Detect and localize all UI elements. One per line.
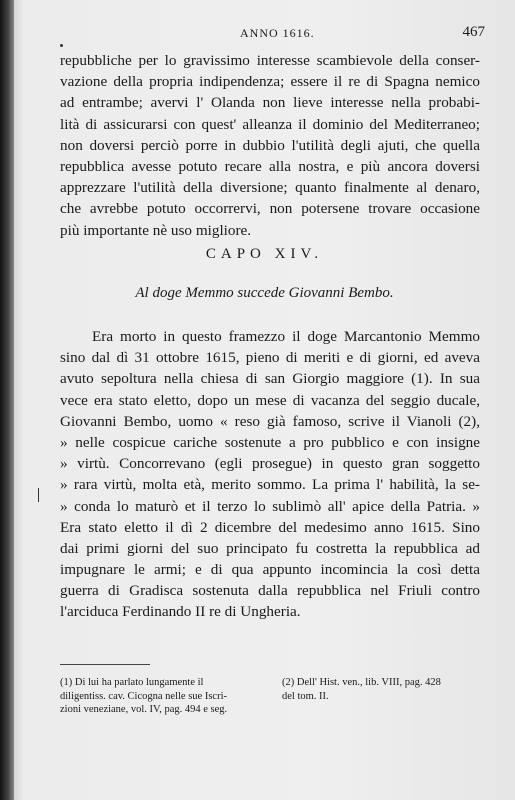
running-title: ANNO 1616. <box>240 26 315 40</box>
text-line: che avrebbe potuto occorrervi, non potersene trovare occasione <box>60 200 480 218</box>
text-line: avuto sepoltura nella chiesa di san Giorgio maggiore (1). In sua <box>60 370 480 388</box>
chapter-subtitle: Al doge Memmo succede Giovanni Bembo. <box>135 285 394 301</box>
text-line: » nelle cospicue cariche sostenute a pro pubblico e con insigne <box>60 433 480 451</box>
footnote-line: (2) Dell' Hist. ven., lib. VIII, pag. 428 <box>282 677 441 688</box>
text-line: Era morto in questo framezzo il doge Marcantonio Memmo <box>92 328 480 345</box>
text-line: Era stato eletto il dì 2 dicembre del medesimo anno 1615. Sino <box>60 518 480 536</box>
book-binding-edge <box>0 0 14 800</box>
page-number: 467 <box>462 24 485 40</box>
page-header <box>54 26 485 46</box>
footnote-line: zioni veneziane, vol. IV, pag. 494 e seg. <box>60 704 228 715</box>
chapter-heading: CAPO XIV. <box>205 246 324 262</box>
text-line: repubblica avesse potuto recare alla nostra, e più ancora doversi <box>60 157 480 175</box>
text-line: Giovanni Bembo, uomo « reso già famoso, scrive il Vianoli (2), <box>60 412 480 430</box>
book-page <box>14 0 515 800</box>
text-line: l'arciduca Ferdinando II re di Ungheria. <box>60 603 301 621</box>
text-line: dai primi giorni del suo principato fu costretta la repubblica ad <box>60 539 480 557</box>
footnote-line: (1) Di lui ha parlato lungamente il <box>60 677 204 688</box>
footnote-rule <box>60 664 150 665</box>
text-line: guerra di Gradisca sostenuta dalla repubblica nel Friuli contro <box>60 582 480 600</box>
text-line: repubbliche per lo gravissimo interesse scambievole della conser- <box>60 52 480 69</box>
footnote-2 <box>282 676 482 703</box>
text-line: » conda lo maturò et il terzo lo sublimò all' apice della Patria. » <box>60 497 480 515</box>
text-line: ad entrambe; avervi l' Olanda non lieve interesse nella probabi- <box>60 94 480 112</box>
body-paragraph <box>60 326 480 623</box>
intro-paragraph <box>60 50 480 241</box>
text-line: vazione della propria indipendenza; essere il re di Spagna nemico <box>60 73 480 91</box>
text-line: impugnare le armi; e di qua appunto incomincia la così detta <box>60 561 480 579</box>
margin-dot <box>60 44 63 47</box>
text-line: » rara virtù, molta età, merito sommo. La prima l' habilità, la se- <box>60 476 480 494</box>
text-line: non doversi perciò porre in dubbio l'utilità degli ajuti, che quella <box>60 136 480 154</box>
footnote-line: diligentiss. cav. Cicogna nelle sue Iscri- <box>60 690 227 702</box>
text-line: apprezzare l'utilità della diversione; quanto finalmente al denaro, <box>60 179 480 197</box>
text-line: lità di assicurarsi con quest' alleanza il dominio del Mediterraneo; <box>60 115 480 133</box>
footnote-line: del tom. II. <box>282 690 329 702</box>
text-line: vece era stato eletto, dopo un mese di vacanza del seggio ducale, <box>60 391 480 409</box>
margin-mark <box>38 488 39 502</box>
text-line: sino dal dì 31 ottobre 1615, pieno di meriti e di giorni, ed aveva <box>60 349 480 367</box>
footnote-1 <box>60 676 270 717</box>
text-line: » virtù. Concorrevano (egli prosegue) in questo gran soggetto <box>60 455 480 473</box>
text-line: più importante nè uso migliore. <box>60 221 252 239</box>
